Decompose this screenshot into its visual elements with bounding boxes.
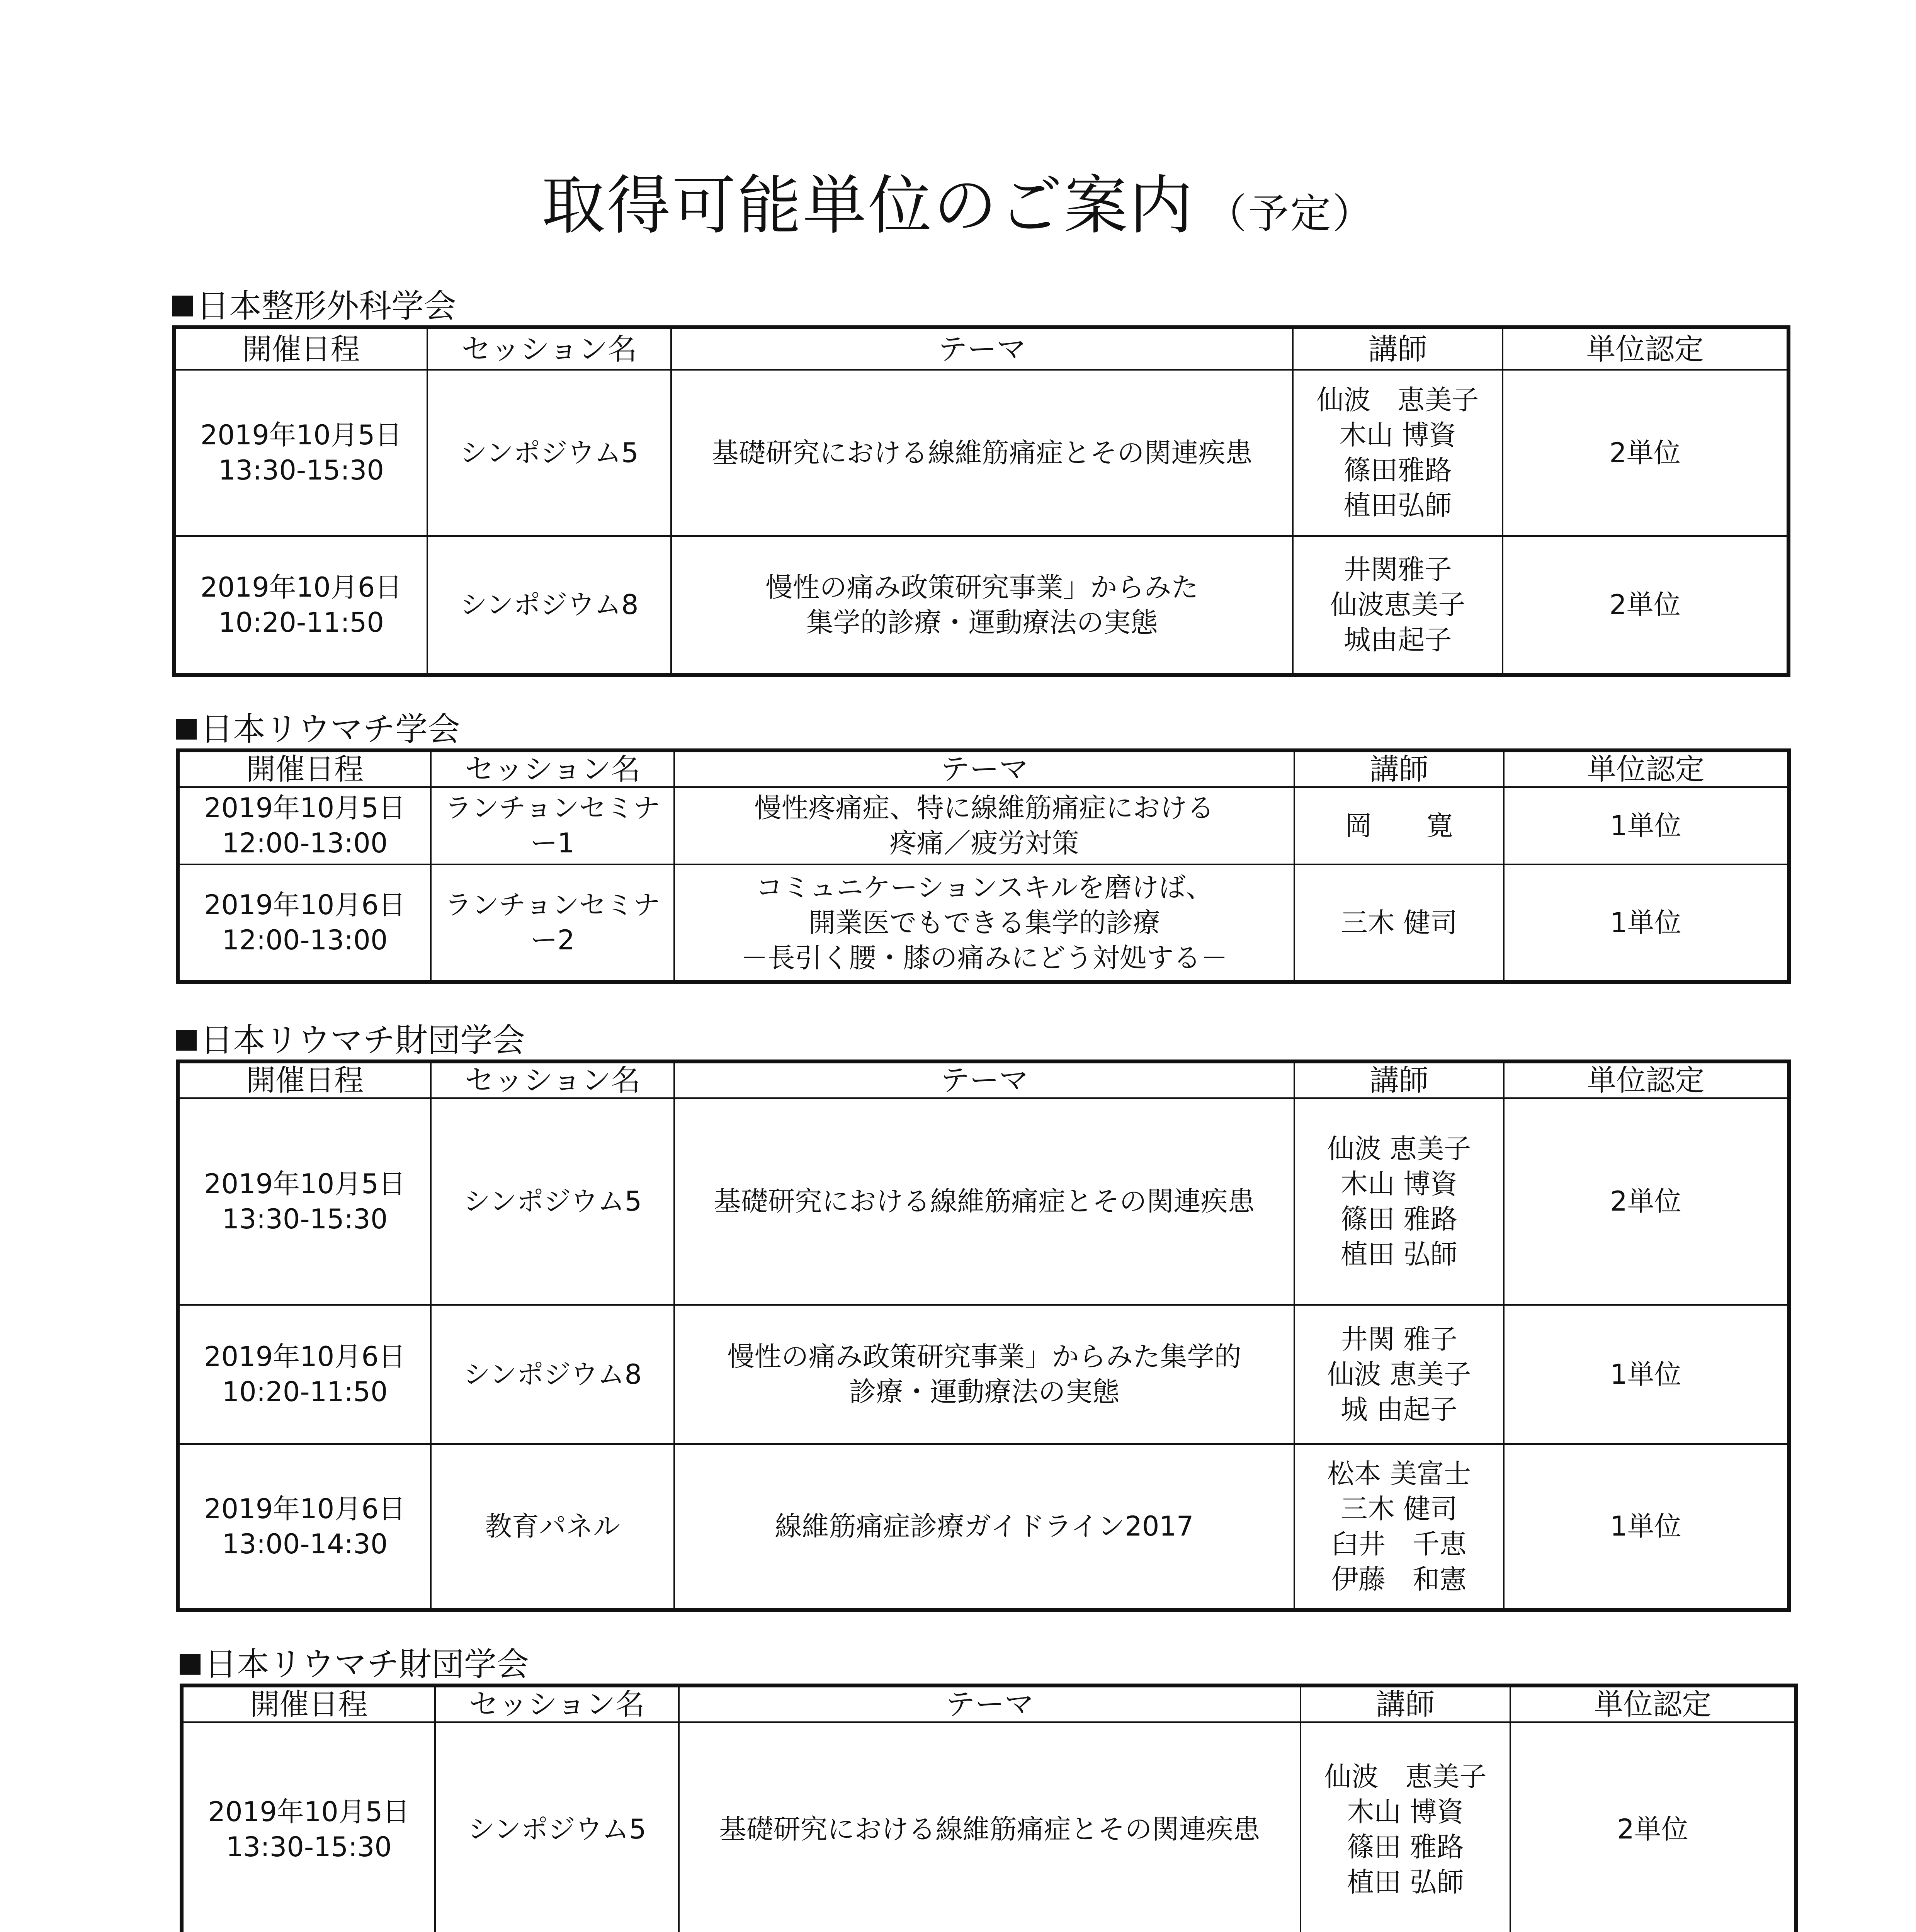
header-date: 開催日程: [178, 750, 431, 787]
table-row: [182, 1722, 1796, 1932]
credit-table: [176, 1060, 1791, 1612]
credit-table: [180, 1684, 1798, 1932]
credit-table: [176, 748, 1791, 984]
header-credit: 単位認定: [1504, 1061, 1789, 1098]
event-time: 12:00-13:00: [222, 924, 388, 956]
header-date: 開催日程: [174, 327, 427, 370]
header-session: セッション名: [435, 1685, 679, 1722]
section-2: [176, 710, 1787, 984]
theme-cell: [671, 370, 1293, 536]
event-date: 2019年10月5日: [204, 792, 406, 824]
theme-cell: [674, 787, 1294, 864]
section-1: [172, 287, 1787, 677]
session-cell: シンポジウム5: [435, 1722, 679, 1932]
lecturer-name: 篠田 雅路: [1340, 1203, 1458, 1235]
title-sub: （予定）: [1206, 190, 1375, 237]
session-cell: シンポジウム5: [427, 370, 671, 536]
header-theme: テーマ: [674, 1061, 1294, 1098]
event-date: 2019年10月5日: [208, 1796, 410, 1828]
date-cell: [182, 1722, 435, 1932]
credit-cell: [1504, 1444, 1789, 1610]
lecturer-name: 仙波 恵美子: [1327, 1133, 1471, 1165]
section-heading: [172, 287, 1787, 325]
table-row: [178, 787, 1789, 864]
credit-cell: [1504, 1098, 1789, 1305]
theme-cell: [671, 536, 1293, 675]
event-time: 13:30-15:30: [222, 1203, 388, 1235]
lecturer-cell: [1294, 1444, 1504, 1610]
credit-value: 1単位: [1610, 1358, 1681, 1390]
event-date: 2019年10月6日: [200, 571, 402, 603]
table-row: [178, 1305, 1789, 1444]
section-heading-text: 日本リウマチ学会: [201, 710, 461, 748]
table-header-row: [174, 327, 1788, 370]
lecturer-name: 篠田 雅路: [1347, 1831, 1464, 1863]
lecturer-name: 岡 寛: [1345, 810, 1453, 842]
theme-line: コミュニケーションスキルを磨けば、: [756, 871, 1213, 903]
header-lecturer: 講師: [1301, 1685, 1510, 1722]
theme-line: 慢性の痛み政策研究事業」からみた集学的: [727, 1341, 1241, 1372]
lecturer-name: 城 由起子: [1340, 1393, 1458, 1425]
section-heading: [180, 1645, 1795, 1684]
date-cell: [178, 1305, 431, 1444]
credit-value: 1単位: [1610, 906, 1681, 939]
credit-cell: [1504, 1305, 1789, 1444]
theme-line: 基礎研究における線維筋痛症とその関連疾患: [719, 1813, 1260, 1845]
lecturer-name: 臼井 千恵: [1331, 1528, 1467, 1560]
header-theme: テーマ: [674, 750, 1294, 787]
section-3: [176, 1021, 1787, 1612]
lecturer-name: 仙波 恵美子: [1327, 1358, 1471, 1390]
lecturer-name: 植田 弘師: [1347, 1866, 1464, 1898]
credit-value: 2単位: [1617, 1813, 1688, 1845]
header-lecturer: 講師: [1294, 1061, 1504, 1098]
credit-value: 2単位: [1609, 437, 1681, 469]
lecturer-name: 木山 博資: [1339, 419, 1456, 451]
table-row: [174, 370, 1788, 536]
section-heading: [176, 710, 1787, 748]
lecturer-name: 井関雅子: [1343, 554, 1452, 585]
theme-line: 基礎研究における線維筋痛症とその関連疾患: [714, 1185, 1255, 1217]
date-cell: [174, 536, 427, 675]
header-theme: テーマ: [671, 327, 1293, 370]
credit-value: 1単位: [1610, 1510, 1681, 1542]
section-heading: [176, 1021, 1787, 1060]
square-bullet-icon: [176, 1030, 197, 1051]
table-header-row: [178, 750, 1789, 787]
header-credit: 単位認定: [1503, 327, 1788, 370]
theme-line: 集学的診療・運動療法の実態: [806, 606, 1158, 638]
theme-cell: [679, 1722, 1301, 1932]
theme-line: 線維筋痛症診療ガイドライン2017: [775, 1510, 1194, 1542]
square-bullet-icon: [176, 719, 197, 740]
header-date: 開催日程: [178, 1061, 431, 1098]
credit-table: [172, 325, 1790, 677]
header-theme: テーマ: [679, 1685, 1301, 1722]
event-time: 13:30-15:30: [226, 1831, 392, 1863]
theme-line: 基礎研究における線維筋痛症とその関連疾患: [711, 437, 1253, 469]
event-time: 10:20-11:50: [218, 606, 384, 638]
section-heading-text: 日本リウマチ財団学会: [204, 1645, 529, 1683]
lecturer-cell: [1294, 1305, 1504, 1444]
session-cell: シンポジウム5: [431, 1098, 674, 1305]
lecturer-name: 仙波 恵美子: [1316, 384, 1479, 416]
lecturer-name: 植田 弘師: [1340, 1238, 1458, 1270]
session-cell: シンポジウム8: [427, 536, 671, 675]
credit-cell: [1504, 787, 1789, 864]
lecturer-name: 木山 博資: [1347, 1796, 1464, 1828]
event-time: 13:30-15:30: [218, 454, 384, 486]
credit-cell: [1503, 536, 1788, 675]
section-heading-text: 日本整形外科学会: [197, 287, 457, 325]
event-time: 12:00-13:00: [222, 827, 388, 859]
lecturer-cell: [1293, 370, 1503, 536]
date-cell: [178, 1098, 431, 1305]
section-heading-text: 日本リウマチ財団学会: [201, 1021, 525, 1059]
event-date: 2019年10月6日: [204, 1341, 406, 1372]
table-header-row: [182, 1685, 1796, 1722]
header-credit: 単位認定: [1510, 1685, 1796, 1722]
theme-line: 疼痛／疲労対策: [889, 827, 1079, 859]
header-session: セッション名: [431, 1061, 674, 1098]
event-time: 10:20-11:50: [222, 1376, 388, 1408]
header-date: 開催日程: [182, 1685, 435, 1722]
date-cell: [178, 1444, 431, 1610]
header-session: セッション名: [427, 327, 671, 370]
theme-line: 診療・運動療法の実態: [849, 1376, 1120, 1408]
lecturer-name: 三木 健司: [1340, 906, 1458, 939]
header-credit: 単位認定: [1504, 750, 1789, 787]
lecturer-cell: [1294, 864, 1504, 982]
event-date: 2019年10月6日: [204, 889, 406, 921]
section-4: [180, 1645, 1795, 1932]
square-bullet-icon: [180, 1654, 201, 1675]
lecturer-name: 城由起子: [1343, 624, 1452, 656]
theme-line: 慢性疼痛症、特に線維筋痛症における: [754, 792, 1214, 824]
theme-line: －長引く腰・膝の痛みにどう対処する－: [741, 942, 1228, 974]
event-date: 2019年10月5日: [204, 1168, 406, 1200]
table-row: [178, 1098, 1789, 1305]
credit-value: 1単位: [1610, 810, 1681, 842]
square-bullet-icon: [172, 296, 193, 316]
lecturer-name: 木山 博資: [1340, 1168, 1458, 1200]
header-lecturer: 講師: [1294, 750, 1504, 787]
header-session: セッション名: [431, 750, 674, 787]
credit-cell: [1504, 864, 1789, 982]
session-cell: 教育パネル: [431, 1444, 674, 1610]
page-title: [0, 168, 1916, 243]
theme-cell: [674, 1444, 1294, 1610]
credit-cell: [1503, 370, 1788, 536]
lecturer-name: 三木 健司: [1340, 1493, 1458, 1525]
header-lecturer: 講師: [1293, 327, 1503, 370]
session-cell: ランチョンセミナー1: [431, 787, 674, 864]
title-main: 取得可能単位のご案内: [541, 168, 1195, 243]
credit-cell: [1510, 1722, 1796, 1932]
table-header-row: [178, 1061, 1789, 1098]
lecturer-name: 伊藤 和憲: [1331, 1563, 1467, 1595]
lecturer-name: 仙波 恵美子: [1324, 1760, 1487, 1793]
credit-value: 2単位: [1609, 589, 1681, 621]
date-cell: [178, 864, 431, 982]
session-cell: シンポジウム8: [431, 1305, 674, 1444]
theme-line: 開業医でもできる集学的診療: [808, 906, 1160, 939]
lecturer-name: 仙波恵美子: [1330, 589, 1465, 621]
lecturer-cell: [1294, 787, 1504, 864]
table-row: [178, 864, 1789, 982]
credit-value: 2単位: [1610, 1185, 1681, 1217]
table-row: [178, 1444, 1789, 1610]
date-cell: [174, 370, 427, 536]
lecturer-name: 井関 雅子: [1340, 1323, 1458, 1355]
lecturer-name: 植田弘師: [1343, 490, 1452, 521]
lecturer-name: 篠田雅路: [1343, 454, 1452, 486]
lecturer-cell: [1293, 536, 1503, 675]
event-date: 2019年10月6日: [204, 1493, 406, 1525]
theme-cell: [674, 1098, 1294, 1305]
lecturer-cell: [1301, 1722, 1510, 1932]
date-cell: [178, 787, 431, 864]
event-time: 13:00-14:30: [222, 1528, 388, 1560]
table-row: [174, 536, 1788, 675]
theme-cell: [674, 864, 1294, 982]
lecturer-name: 松本 美富士: [1327, 1458, 1471, 1490]
theme-line: 慢性の痛み政策研究事業」からみた: [765, 571, 1199, 603]
lecturer-cell: [1294, 1098, 1504, 1305]
session-cell: ランチョンセミナー2: [431, 864, 674, 982]
theme-cell: [674, 1305, 1294, 1444]
event-date: 2019年10月5日: [200, 419, 402, 451]
